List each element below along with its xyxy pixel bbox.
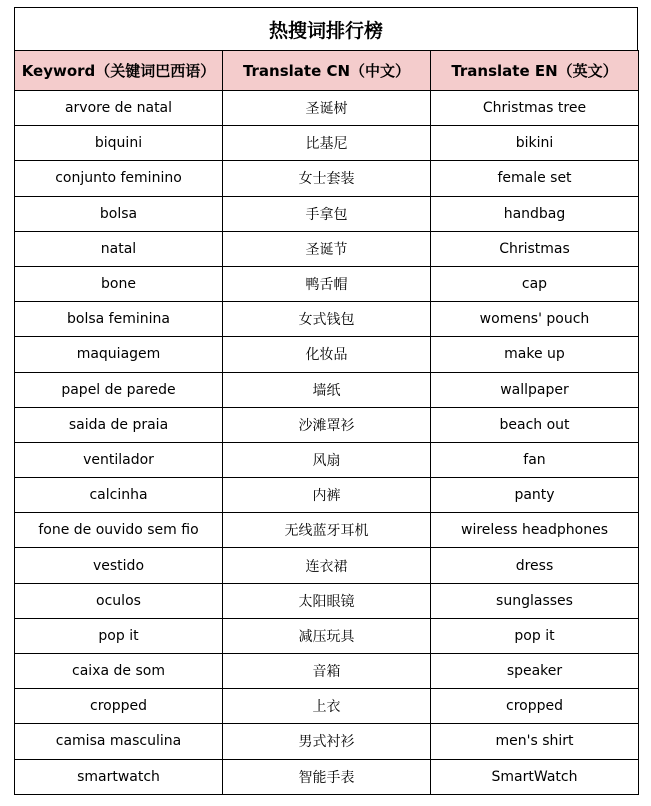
translate-en-cell: Christmas [431, 232, 639, 267]
translate-en-cell: wallpaper [431, 373, 639, 408]
translate-cn-cell: 男式衬衫 [223, 724, 431, 759]
keyword-cell: natal [15, 232, 223, 267]
keyword-cell: maquiagem [15, 337, 223, 372]
translate-cn-cell: 内裤 [223, 478, 431, 513]
translate-en-cell: cap [431, 267, 639, 302]
translate-cn-cell: 女式钱包 [223, 302, 431, 337]
translate-cn-cell: 风扇 [223, 443, 431, 478]
keyword-cell: fone de ouvido sem fio [15, 513, 223, 548]
translate-en-cell: Christmas tree [431, 91, 639, 126]
translate-cn-cell: 减压玩具 [223, 619, 431, 654]
keyword-cell: vestido [15, 548, 223, 583]
keyword-cell: ventilador [15, 443, 223, 478]
translate-cn-cell: 手拿包 [223, 197, 431, 232]
table-grid [14, 50, 638, 795]
translate-en-cell: wireless headphones [431, 513, 639, 548]
translate-en-cell: bikini [431, 126, 639, 161]
keyword-cell: camisa masculina [15, 724, 223, 759]
translate-en-cell: pop it [431, 619, 639, 654]
translate-en-cell: men's shirt [431, 724, 639, 759]
keyword-cell: saida de praia [15, 408, 223, 443]
translate-cn-cell: 连衣裙 [223, 548, 431, 583]
translate-cn-cell: 沙滩罩衫 [223, 408, 431, 443]
translate-cn-cell: 无线蓝牙耳机 [223, 513, 431, 548]
keyword-cell: biquini [15, 126, 223, 161]
translate-en-cell: beach out [431, 408, 639, 443]
translate-cn-cell: 智能手表 [223, 760, 431, 795]
header-translate-en: Translate EN（英文） [431, 50, 639, 91]
keyword-ranking-table [14, 7, 638, 795]
keyword-cell: smartwatch [15, 760, 223, 795]
translate-en-cell: handbag [431, 197, 639, 232]
keyword-cell: cropped [15, 689, 223, 724]
keyword-cell: bone [15, 267, 223, 302]
translate-en-cell: cropped [431, 689, 639, 724]
translate-en-cell: fan [431, 443, 639, 478]
translate-cn-cell: 女士套装 [223, 161, 431, 196]
keyword-cell: bolsa [15, 197, 223, 232]
translate-cn-cell: 圣诞节 [223, 232, 431, 267]
translate-en-cell: female set [431, 161, 639, 196]
keyword-cell: calcinha [15, 478, 223, 513]
translate-cn-cell: 鸭舌帽 [223, 267, 431, 302]
translate-cn-cell: 音箱 [223, 654, 431, 689]
translate-cn-cell: 比基尼 [223, 126, 431, 161]
translate-en-cell: dress [431, 548, 639, 583]
keyword-cell: caixa de som [15, 654, 223, 689]
translate-en-cell: make up [431, 337, 639, 372]
translate-en-cell: speaker [431, 654, 639, 689]
translate-cn-cell: 太阳眼镜 [223, 584, 431, 619]
translate-en-cell: panty [431, 478, 639, 513]
translate-cn-cell: 上衣 [223, 689, 431, 724]
keyword-cell: papel de parede [15, 373, 223, 408]
translate-cn-cell: 化妆品 [223, 337, 431, 372]
keyword-cell: pop it [15, 619, 223, 654]
keyword-cell: arvore de natal [15, 91, 223, 126]
keyword-cell: oculos [15, 584, 223, 619]
translate-en-cell: sunglasses [431, 584, 639, 619]
table-title: 热搜词排行榜 [14, 7, 638, 50]
header-keyword: Keyword（关键词巴西语） [15, 50, 223, 91]
keyword-cell: bolsa feminina [15, 302, 223, 337]
translate-en-cell: SmartWatch [431, 760, 639, 795]
translate-en-cell: womens' pouch [431, 302, 639, 337]
translate-cn-cell: 圣诞树 [223, 91, 431, 126]
header-translate-cn: Translate CN（中文） [223, 50, 431, 91]
keyword-cell: conjunto feminino [15, 161, 223, 196]
translate-cn-cell: 墙纸 [223, 373, 431, 408]
